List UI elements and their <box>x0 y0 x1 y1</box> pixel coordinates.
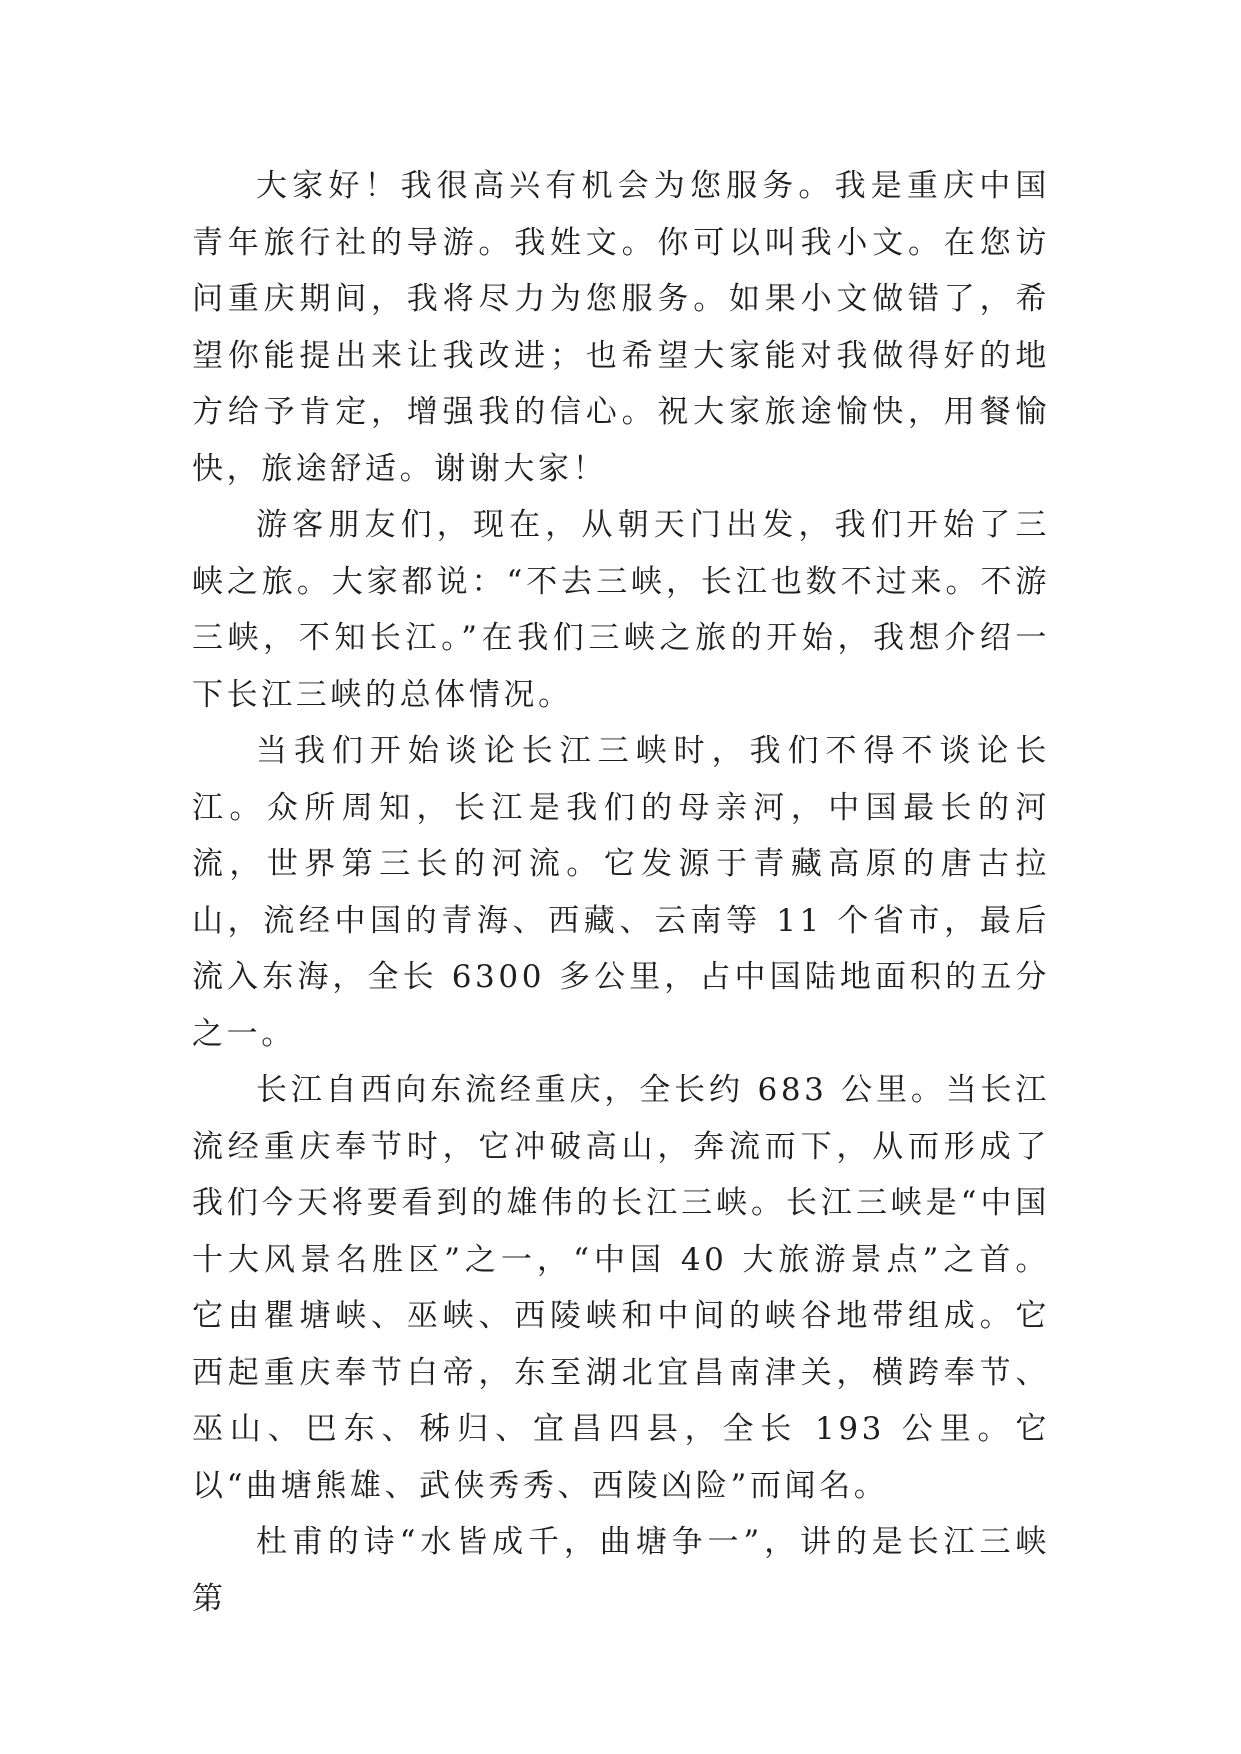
paragraph-three-gorges-intro: 游客朋友们，现在，从朝天门出发，我们开始了三峡之旅。大家都说：“不去三峡，长江也数不过来。不游三峡，不知长江。”在我们三峡之旅的开始，我想介绍一下长江三峡的总体情况。 <box>192 507 1050 713</box>
document-body <box>192 158 1050 1627</box>
paragraph-yangtze-river: 当我们开始谈论长江三峡时，我们不得不谈论长江。众所周知，长江是我们的母亲河，中国最长的河流，世界第三长的河流。它发源于青藏高原的唐古拉山，流经中国的青海、西藏、云南等 11 个省市，最后流入东海，全长 6300 多公里，占中国陆地面积的五分之一。 <box>192 733 1050 1052</box>
paragraph-greeting: 大家好！我很高兴有机会为您服务。我是重庆中国青年旅行社的导游。我姓文。你可以叫我小文。在您访问重庆期间，我将尽力为您服务。如果小文做错了，希望你能提出来让我改进；也希望大家能对我做得好的地方给予肯定，增强我的信心。祝大家旅途愉快，用餐愉快，旅途舒适。谢谢大家！ <box>192 168 1050 487</box>
paragraph-yangtze-in-chongqing: 长江自西向东流经重庆，全长约 683 公里。当长江流经重庆奉节时，它冲破高山，奔流而下，从而形成了我们今天将要看到的雄伟的长江三峡。长江三峡是“中国十大风景名胜区”之一，“中国 40 大旅游景点”之首。它由瞿塘峡、巫峡、西陵峡和中间的峡谷地带组成。它西起重庆奉节白帝，东至湖北宜昌南津关，横跨奉节、巫山、巴东、秭归、宜昌四县，全长 193 公里。它以“曲塘熊雄、武侠秀秀、西陵凶险”而闻名。 <box>192 1072 1050 1504</box>
paragraph-du-fu-poem: 杜甫的诗“水皆成千，曲塘争一”，讲的是长江三峡第 <box>192 1524 1050 1617</box>
